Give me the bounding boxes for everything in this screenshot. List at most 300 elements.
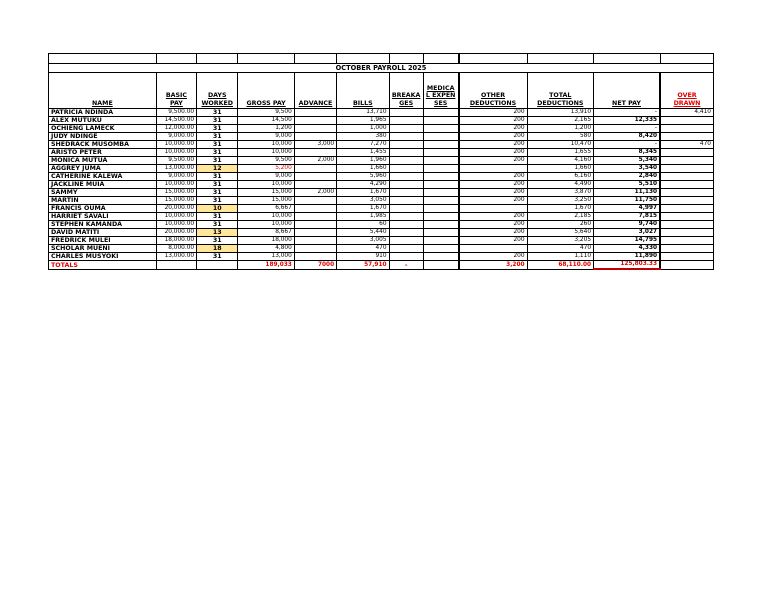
cell-medical[interactable] [423, 157, 458, 165]
payroll-sheet [48, 53, 714, 270]
cell-gross-pay[interactable]: 5,200 [238, 165, 294, 173]
cell-days-worked[interactable]: 31 [197, 189, 238, 197]
cell-medical[interactable] [423, 133, 458, 141]
cell[interactable] [459, 54, 528, 64]
cell-total-deductions[interactable]: 1,660 [527, 165, 594, 173]
cell-net-pay[interactable]: 14,795 [594, 237, 661, 245]
cell-bills[interactable]: 1,000 [337, 125, 389, 133]
cell-name[interactable]: HARRIET SAVALI [49, 213, 157, 221]
cell-other-deductions[interactable]: 200 [459, 117, 528, 125]
cell-gross-pay[interactable]: 15,000 [238, 189, 294, 197]
cell-basic-pay[interactable]: 12,000.00 [156, 125, 196, 133]
cell-name[interactable]: ARISTO PETER [49, 149, 157, 157]
cell-total-deductions[interactable]: 1,200 [527, 125, 594, 133]
header-breakages[interactable] [389, 73, 423, 109]
cell-breakages[interactable] [389, 229, 423, 237]
cell-net-pay[interactable]: 3,540 [594, 165, 661, 173]
table-row [49, 237, 714, 245]
cell-gross-pay[interactable]: 9,000 [238, 133, 294, 141]
header-basic-pay[interactable] [156, 73, 196, 109]
cell-bills[interactable]: 5,440 [337, 229, 389, 237]
cell-advance[interactable] [294, 205, 336, 213]
cell-total-deductions[interactable]: 3,205 [527, 237, 594, 245]
cell-basic-pay[interactable]: 10,000.00 [156, 149, 196, 157]
cell-basic-pay[interactable]: 10,000.00 [156, 221, 196, 229]
cell-net-pay[interactable]: 11,130 [594, 189, 661, 197]
cell-days-worked[interactable]: 31 [197, 181, 238, 189]
cell-medical[interactable] [423, 213, 458, 221]
table-row [49, 125, 714, 133]
cell-net-pay[interactable]: 11,750 [594, 197, 661, 205]
cell-bills[interactable]: 7,270 [337, 141, 389, 149]
cell-other-deductions[interactable]: 200 [459, 197, 528, 205]
cell[interactable] [423, 261, 458, 270]
cell-net-pay[interactable]: 8,345 [594, 149, 661, 157]
cell-gross-pay[interactable]: 10,000 [238, 221, 294, 229]
cell-breakages[interactable] [389, 221, 423, 229]
cell-medical[interactable] [423, 165, 458, 173]
cell-bills[interactable]: 13,710 [337, 109, 389, 117]
total-other-deductions[interactable]: 3,200 [459, 261, 528, 270]
cell-advance[interactable]: 3,000 [294, 141, 336, 149]
cell-medical[interactable] [423, 117, 458, 125]
cell-other-deductions[interactable]: 200 [459, 253, 528, 261]
header-label: OVER DRAWN [673, 92, 701, 107]
cell-breakages[interactable] [389, 157, 423, 165]
cell-name[interactable]: ALEX MUTUKU [49, 117, 157, 125]
table-row [49, 117, 714, 125]
cell-bills[interactable]: 1,960 [337, 157, 389, 165]
cell-bills[interactable]: 910 [337, 253, 389, 261]
header-label: NET PAY [612, 99, 641, 107]
cell-net-pay[interactable]: 9,740 [594, 221, 661, 229]
cell-advance[interactable] [294, 181, 336, 189]
table-row [49, 181, 714, 189]
cell-bills[interactable]: 60 [337, 221, 389, 229]
cell-total-deductions[interactable]: 4,490 [527, 181, 594, 189]
cell-medical[interactable] [423, 237, 458, 245]
cell-days-worked[interactable]: 31 [197, 157, 238, 165]
cell-medical[interactable] [423, 197, 458, 205]
cell-total-deductions[interactable]: 5,640 [527, 229, 594, 237]
cell-other-deductions[interactable] [459, 205, 528, 213]
cell-bills[interactable]: 1,660 [337, 165, 389, 173]
header-name[interactable] [49, 73, 157, 109]
cell-medical[interactable] [423, 173, 458, 181]
cell-name[interactable]: CHARLES MUSYOKI [49, 253, 157, 261]
header-label: TOTAL DEDUCTIONS [537, 92, 584, 107]
cell-advance[interactable]: 2,000 [294, 157, 336, 165]
total-bills[interactable]: 57,910 [337, 261, 389, 270]
cell-advance[interactable] [294, 229, 336, 237]
cell-basic-pay[interactable]: 20,000.00 [156, 229, 196, 237]
cell-name[interactable]: JACKLINE MUIA [49, 181, 157, 189]
cell-days-worked[interactable]: 31 [197, 237, 238, 245]
cell-breakages[interactable] [389, 165, 423, 173]
cell-gross-pay[interactable]: 9,000 [238, 173, 294, 181]
cell-breakages[interactable] [389, 181, 423, 189]
cell[interactable] [197, 261, 238, 270]
cell-basic-pay[interactable]: 9,500.00 [156, 109, 196, 117]
table-row [49, 253, 714, 261]
cell-basic-pay[interactable]: 14,500.00 [156, 117, 196, 125]
cell[interactable] [594, 54, 661, 64]
cell-bills[interactable]: 1,670 [337, 205, 389, 213]
cell-bills[interactable]: 1,455 [337, 149, 389, 157]
cell-total-deductions[interactable]: 3,250 [527, 197, 594, 205]
cell-gross-pay[interactable]: 10,000 [238, 149, 294, 157]
title-row [49, 64, 714, 73]
cell-other-deductions[interactable] [459, 245, 528, 253]
header-bills[interactable] [337, 73, 389, 109]
cell-bills[interactable]: 1,965 [337, 117, 389, 125]
payroll-table [48, 53, 714, 270]
cell-basic-pay[interactable]: 10,000.00 [156, 141, 196, 149]
cell-breakages[interactable] [389, 141, 423, 149]
cell-total-deductions[interactable]: 13,910 [527, 109, 594, 117]
cell-breakages[interactable] [389, 133, 423, 141]
cell[interactable] [660, 54, 713, 64]
cell-net-pay[interactable]: 7,815 [594, 213, 661, 221]
cell-name[interactable]: PATRICIA NDINDA [49, 109, 157, 117]
cell-name[interactable]: CATHERINE KALEWA [49, 173, 157, 181]
table-row [49, 141, 714, 149]
cell-over-drawn[interactable] [660, 125, 713, 133]
cell-other-deductions[interactable]: 200 [459, 213, 528, 221]
table-row [49, 245, 714, 253]
cell-advance[interactable] [294, 221, 336, 229]
cell-other-deductions[interactable]: 200 [459, 229, 528, 237]
cell-gross-pay[interactable]: 10,000 [238, 181, 294, 189]
cell-net-pay[interactable]: 4,997 [594, 205, 661, 213]
cell-basic-pay[interactable]: 18,000.00 [156, 237, 196, 245]
cell-days-worked[interactable]: 31 [197, 141, 238, 149]
cell-other-deductions[interactable]: 200 [459, 141, 528, 149]
cell[interactable] [197, 54, 238, 64]
cell-advance[interactable] [294, 117, 336, 125]
cell-advance[interactable] [294, 165, 336, 173]
cell-total-deductions[interactable]: 260 [527, 221, 594, 229]
cell-days-worked[interactable]: 31 [197, 173, 238, 181]
cell-gross-pay[interactable]: 13,000 [238, 253, 294, 261]
cell-name[interactable]: OCHIENG LAMECK [49, 125, 157, 133]
header-other-deductions[interactable] [459, 73, 528, 109]
cell-advance[interactable] [294, 133, 336, 141]
cell[interactable] [527, 54, 594, 64]
cell-over-drawn[interactable] [660, 189, 713, 197]
cell-name[interactable]: MONICA MUTUA [49, 157, 157, 165]
cell-name[interactable]: JUDY NDINGE [49, 133, 157, 141]
cell-breakages[interactable] [389, 197, 423, 205]
cell-net-pay[interactable]: 8,420 [594, 133, 661, 141]
cell-breakages[interactable] [389, 109, 423, 117]
table-row [49, 109, 714, 117]
cell-basic-pay[interactable]: 15,000.00 [156, 197, 196, 205]
cell-name[interactable]: MARTIN [49, 197, 157, 205]
cell-total-deductions[interactable]: 1,110 [527, 253, 594, 261]
cell-net-pay[interactable]: 12,335 [594, 117, 661, 125]
cell-gross-pay[interactable]: 6,667 [238, 205, 294, 213]
cell-basic-pay[interactable]: 9,000.00 [156, 173, 196, 181]
cell-over-drawn[interactable] [660, 213, 713, 221]
header-label: BREAKAGES [391, 92, 421, 107]
cell-gross-pay[interactable]: 15,000 [238, 197, 294, 205]
cell-over-drawn[interactable] [660, 117, 713, 125]
cell-total-deductions[interactable]: 4,160 [527, 157, 594, 165]
cell-bills[interactable]: 1,985 [337, 213, 389, 221]
cell-breakages[interactable] [389, 253, 423, 261]
cell-days-worked[interactable]: 18 [197, 245, 238, 253]
cell-over-drawn[interactable] [660, 205, 713, 213]
cell-total-deductions[interactable]: 2,185 [527, 213, 594, 221]
cell-basic-pay[interactable]: 13,000.00 [156, 253, 196, 261]
cell-other-deductions[interactable] [459, 165, 528, 173]
cell-total-deductions[interactable]: 1,655 [527, 149, 594, 157]
cell-days-worked[interactable]: 12 [197, 165, 238, 173]
table-row [49, 205, 714, 213]
cell-medical[interactable] [423, 221, 458, 229]
cell-medical[interactable] [423, 205, 458, 213]
cell-over-drawn[interactable] [660, 181, 713, 189]
cell-basic-pay[interactable]: 8,000.00 [156, 245, 196, 253]
cell-bills[interactable]: 3,005 [337, 237, 389, 245]
cell-over-drawn[interactable] [660, 197, 713, 205]
cell-over-drawn[interactable] [660, 253, 713, 261]
cell-net-pay[interactable]: 2,840 [594, 173, 661, 181]
cell-days-worked[interactable]: 31 [197, 117, 238, 125]
cell-name[interactable]: STEPHEN KAMANDA [49, 221, 157, 229]
cell-other-deductions[interactable]: 200 [459, 133, 528, 141]
cell-advance[interactable] [294, 149, 336, 157]
cell-medical[interactable] [423, 109, 458, 117]
header-row [49, 73, 714, 109]
table-row [49, 157, 714, 165]
total-deductions[interactable]: 68,110.00 [527, 261, 594, 270]
cell-bills[interactable]: 3,050 [337, 197, 389, 205]
blank-row [49, 54, 714, 64]
cell-total-deductions[interactable]: 470 [527, 245, 594, 253]
totals-row [49, 261, 714, 270]
cell-other-deductions[interactable]: 200 [459, 149, 528, 157]
cell-other-deductions[interactable]: 200 [459, 125, 528, 133]
table-row [49, 133, 714, 141]
header-total-deductions[interactable] [527, 73, 594, 109]
table-row [49, 173, 714, 181]
cell-advance[interactable] [294, 253, 336, 261]
cell-net-pay[interactable]: 4,330 [594, 245, 661, 253]
cell-basic-pay[interactable]: 10,000.00 [156, 181, 196, 189]
cell[interactable] [423, 54, 458, 64]
cell-gross-pay[interactable]: 14,500 [238, 117, 294, 125]
cell[interactable] [156, 54, 196, 64]
table-row [49, 197, 714, 205]
cell-over-drawn[interactable] [660, 229, 713, 237]
cell-basic-pay[interactable]: 15,000.00 [156, 189, 196, 197]
cell-gross-pay[interactable]: 4,800 [238, 245, 294, 253]
cell-basic-pay[interactable]: 9,500.00 [156, 157, 196, 165]
cell-total-deductions[interactable]: 10,470 [527, 141, 594, 149]
cell-gross-pay[interactable]: 10,000 [238, 141, 294, 149]
cell-gross-pay[interactable]: 18,000 [238, 237, 294, 245]
cell-advance[interactable] [294, 125, 336, 133]
cell-days-worked[interactable]: 31 [197, 213, 238, 221]
cell-gross-pay[interactable]: 9,500 [238, 157, 294, 165]
cell-over-drawn[interactable] [660, 173, 713, 181]
cell-advance[interactable] [294, 173, 336, 181]
cell-total-deductions[interactable]: 1,670 [527, 205, 594, 213]
cell-bills[interactable]: 380 [337, 133, 389, 141]
header-label: DAYS WORKED [201, 92, 234, 107]
cell-medical[interactable] [423, 149, 458, 157]
cell-basic-pay[interactable]: 10,000.00 [156, 213, 196, 221]
cell-medical[interactable] [423, 125, 458, 133]
cell-other-deductions[interactable]: 200 [459, 189, 528, 197]
cell-bills[interactable]: 1,670 [337, 189, 389, 197]
cell[interactable] [238, 54, 294, 64]
cell-medical[interactable] [423, 245, 458, 253]
cell-medical[interactable] [423, 229, 458, 237]
cell-breakages[interactable] [389, 173, 423, 181]
cell[interactable] [156, 261, 196, 270]
cell-net-pay[interactable]: 11,890 [594, 253, 661, 261]
cell-net-pay[interactable]: 5,340 [594, 157, 661, 165]
cell-advance[interactable] [294, 237, 336, 245]
cell-name[interactable]: FREDRICK MULEI [49, 237, 157, 245]
cell-medical[interactable] [423, 141, 458, 149]
header-over-drawn[interactable] [660, 73, 713, 109]
cell-days-worked[interactable]: 31 [197, 197, 238, 205]
table-row [49, 213, 714, 221]
cell-total-deductions[interactable]: 3,870 [527, 189, 594, 197]
cell-advance[interactable] [294, 245, 336, 253]
cell-breakages[interactable] [389, 205, 423, 213]
header-label: BASIC PAY [165, 92, 188, 107]
cell-breakages[interactable] [389, 149, 423, 157]
cell-days-worked[interactable]: 31 [197, 149, 238, 157]
cell-days-worked[interactable]: 31 [197, 125, 238, 133]
cell-name[interactable]: FRANCIS OUMA [49, 205, 157, 213]
cell[interactable] [294, 54, 336, 64]
cell-name[interactable]: AGGREY JUMA [49, 165, 157, 173]
cell-medical[interactable] [423, 189, 458, 197]
cell-basic-pay[interactable]: 13,000.00 [156, 165, 196, 173]
sheet-title[interactable]: OCTOBER PAYROLL 2025 [49, 64, 714, 73]
cell-medical[interactable] [423, 181, 458, 189]
cell[interactable] [389, 54, 423, 64]
total-net-pay[interactable]: 125,803.33 [594, 261, 661, 270]
table-row [49, 189, 714, 197]
cell-other-deductions[interactable]: 200 [459, 221, 528, 229]
cell-over-drawn[interactable] [660, 157, 713, 165]
cell-other-deductions[interactable]: 200 [459, 109, 528, 117]
cell-gross-pay[interactable]: 1,200 [238, 125, 294, 133]
header-advance[interactable] [294, 73, 336, 109]
header-label: BILLS [352, 99, 373, 107]
cell-over-drawn[interactable] [660, 133, 713, 141]
cell-net-pay[interactable]: - [594, 125, 661, 133]
cell-over-drawn[interactable] [660, 245, 713, 253]
cell-over-drawn[interactable] [660, 149, 713, 157]
cell-net-pay[interactable]: - [594, 141, 661, 149]
header-days-worked[interactable] [197, 73, 238, 109]
cell-bills[interactable]: 5,960 [337, 173, 389, 181]
cell-days-worked[interactable]: 31 [197, 109, 238, 117]
cell-days-worked[interactable]: 13 [197, 229, 238, 237]
cell-over-drawn[interactable] [660, 221, 713, 229]
cell-advance[interactable] [294, 213, 336, 221]
table-row [49, 149, 714, 157]
table-row [49, 221, 714, 229]
header-label: NAME [92, 99, 113, 107]
cell-days-worked[interactable]: 31 [197, 221, 238, 229]
cell-bills[interactable]: 4,290 [337, 181, 389, 189]
cell-net-pay[interactable]: 5,510 [594, 181, 661, 189]
cell-days-worked[interactable]: 31 [197, 253, 238, 261]
total-advance[interactable]: 7000 [294, 261, 336, 270]
total-gross-pay[interactable]: 189,033 [238, 261, 294, 270]
cell-medical[interactable] [423, 253, 458, 261]
header-label: GROSS PAY [246, 99, 286, 107]
cell-advance[interactable] [294, 109, 336, 117]
cell-over-drawn[interactable]: 4,410 [660, 109, 713, 117]
header-label: ADVANCE [298, 99, 333, 107]
cell-name[interactable]: SCHOLAR MUENI [49, 245, 157, 253]
cell-gross-pay[interactable]: 10,000 [238, 213, 294, 221]
cell-total-deductions[interactable]: 6,160 [527, 173, 594, 181]
cell-basic-pay[interactable]: 9,000.00 [156, 133, 196, 141]
cell-basic-pay[interactable]: 20,000.00 [156, 205, 196, 213]
header-medical[interactable] [423, 73, 458, 109]
cell-gross-pay[interactable]: 8,667 [238, 229, 294, 237]
total-breakages[interactable]: - [389, 261, 423, 270]
cell-name[interactable]: DAVID MATITI [49, 229, 157, 237]
header-label: OTHER DEDUCTIONS [469, 92, 517, 107]
cell-total-deductions[interactable]: 2,165 [527, 117, 594, 125]
cell-bills[interactable]: 470 [337, 245, 389, 253]
totals-label[interactable]: TOTALS [49, 261, 157, 270]
header-label: MEDICAL EXPENSES [425, 84, 456, 107]
cell-breakages[interactable] [389, 117, 423, 125]
cell-name[interactable]: SAMMY [49, 189, 157, 197]
cell[interactable] [49, 54, 157, 64]
cell-name[interactable]: SHEDRACK MUSOMBA [49, 141, 157, 149]
cell-net-pay[interactable]: 3,027 [594, 229, 661, 237]
cell-breakages[interactable] [389, 125, 423, 133]
header-gross-pay[interactable] [238, 73, 294, 109]
cell-advance[interactable] [294, 197, 336, 205]
cell-other-deductions[interactable]: 200 [459, 237, 528, 245]
cell-breakages[interactable] [389, 189, 423, 197]
cell-other-deductions[interactable]: 200 [459, 181, 528, 189]
cell[interactable] [660, 261, 713, 270]
cell-other-deductions[interactable]: 200 [459, 157, 528, 165]
cell-days-worked[interactable]: 31 [197, 133, 238, 141]
cell-breakages[interactable] [389, 213, 423, 221]
cell-over-drawn[interactable] [660, 165, 713, 173]
cell-gross-pay[interactable]: 9,500 [238, 109, 294, 117]
cell-other-deductions[interactable]: 200 [459, 173, 528, 181]
cell[interactable] [337, 54, 389, 64]
cell-over-drawn[interactable]: 470 [660, 141, 713, 149]
cell-total-deductions[interactable]: 580 [527, 133, 594, 141]
cell-breakages[interactable] [389, 237, 423, 245]
cell-advance[interactable]: 2,000 [294, 189, 336, 197]
cell-net-pay[interactable]: - [594, 109, 661, 117]
cell-breakages[interactable] [389, 245, 423, 253]
cell-days-worked[interactable]: 10 [197, 205, 238, 213]
cell-over-drawn[interactable] [660, 237, 713, 245]
header-net-pay[interactable] [594, 73, 661, 109]
